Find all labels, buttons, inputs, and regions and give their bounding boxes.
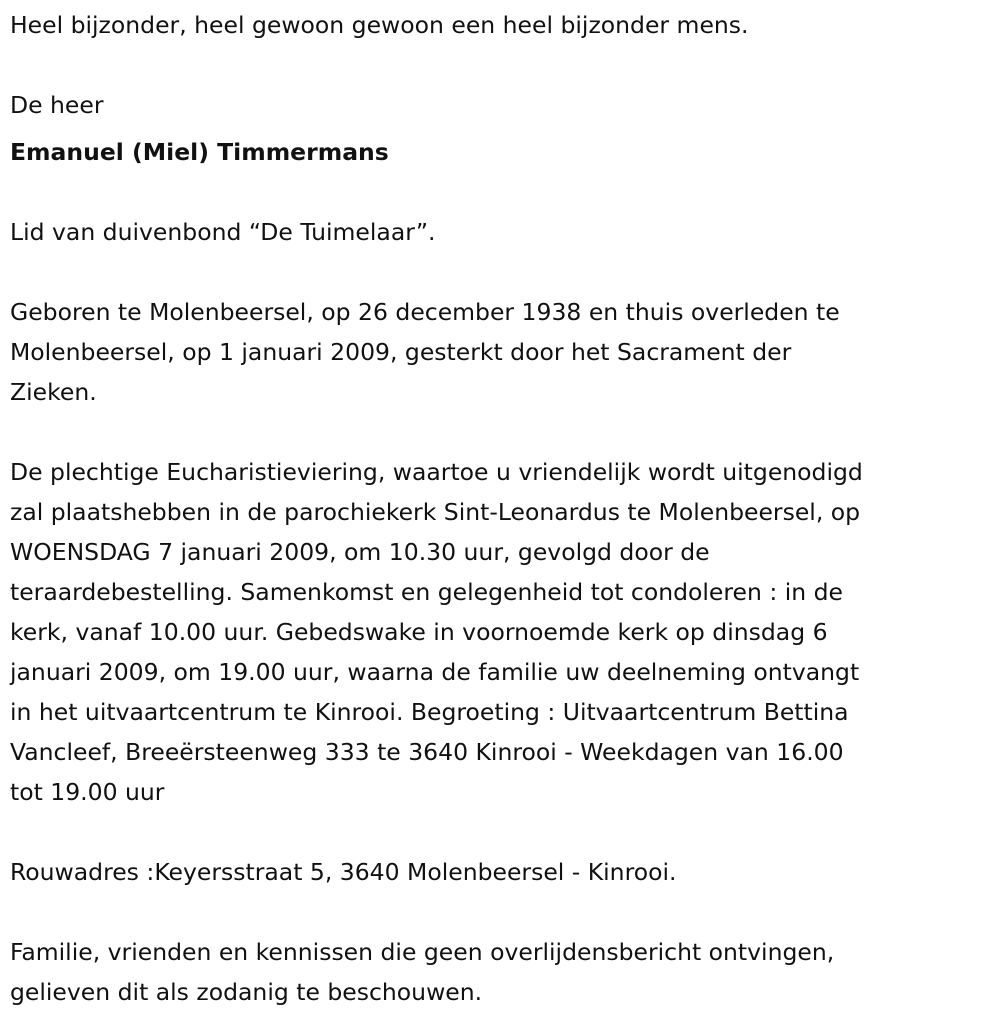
ceremony-line: Vancleef, Breeërsteenweg 333 te 3640 Kinrooi - Weekdagen van 16.00	[10, 738, 844, 766]
opening-paragraph	[10, 0, 990, 45]
ceremony-line: teraardebestelling. Samenkomst en gelegenheid tot condoleren : in de	[10, 578, 844, 606]
ceremony-paragraph	[10, 452, 990, 812]
ceremony-line: in het uitvaartcentrum te Kinrooi. Begroeting : Uitvaartcentrum Bettina	[10, 698, 849, 726]
ceremony-line: zal plaatshebben in de parochiekerk Sint-Leonardus te Molenbeersel, op	[10, 498, 861, 526]
spacer	[10, 252, 990, 292]
ceremony-line: WOENSDAG 7 januari 2009, om 10.30 uur, gevolgd door de	[10, 538, 710, 566]
birth-death-line: Geboren te Molenbeersel, op 26 december 1938 en thuis overleden te	[10, 298, 840, 326]
mourning-address: Rouwadres :Keyersstraat 5, 3640 Molenbeersel - Kinrooi.	[10, 858, 677, 886]
closing-line: Familie, vrienden en kennissen die geen overlijdensbericht ontvingen,	[10, 938, 835, 966]
deceased-name: Emanuel (Miel) Timmermans	[10, 138, 389, 166]
birth-death-line: Zieken.	[10, 378, 97, 406]
name-block	[10, 85, 990, 172]
spacer	[10, 892, 990, 932]
membership-paragraph	[10, 212, 990, 252]
closing-paragraph	[10, 932, 990, 1012]
closing-line: gelieven dit als zodanig te beschouwen.	[10, 978, 483, 1006]
opening-text: Heel bijzonder, heel gewoon gewoon een heel bijzonder mens.	[10, 11, 749, 39]
birth-death-paragraph	[10, 292, 990, 412]
ceremony-line: tot 19.00 uur	[10, 778, 165, 806]
ceremony-line: De plechtige Eucharistieviering, waartoe u vriendelijk wordt uitgenodigd	[10, 458, 863, 486]
title-prefix: De heer	[10, 91, 104, 119]
spacer	[10, 812, 990, 852]
birth-death-line: Molenbeersel, op 1 januari 2009, gesterkt door het Sacrament der	[10, 338, 792, 366]
ceremony-line: januari 2009, om 19.00 uur, waarna de familie uw deelneming ontvangt	[10, 658, 860, 686]
membership-text: Lid van duivenbond “De Tuimelaar”.	[10, 218, 436, 246]
spacer	[10, 172, 990, 212]
address-paragraph	[10, 852, 990, 892]
ceremony-line: kerk, vanaf 10.00 uur. Gebedswake in voornoemde kerk op dinsdag 6	[10, 618, 828, 646]
spacer	[10, 412, 990, 452]
spacer	[10, 45, 990, 85]
